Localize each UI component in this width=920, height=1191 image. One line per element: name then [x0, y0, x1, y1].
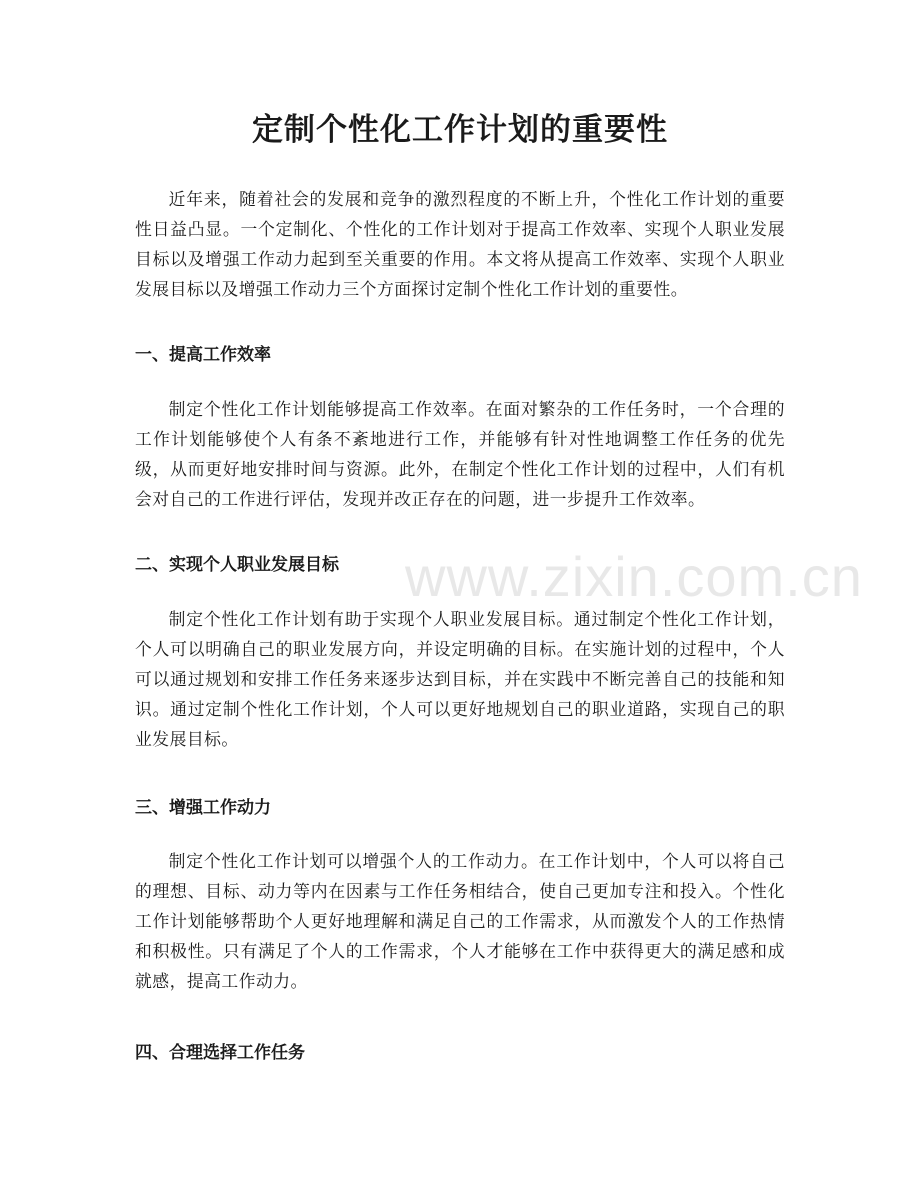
section-4-heading: 四、合理选择工作任务 — [135, 1043, 305, 1063]
section-2-heading: 二、实现个人职业发展目标 — [135, 555, 339, 575]
section-1-body: 制定个性化工作计划能够提高工作效率。在面对繁杂的工作任务时，一个合理的工作计划能够使个人有条不紊地进行工作，并能够有针对性地调整工作任务的优先级，从而更好地安排时间与资源。此外，在制定个性化工作计划的过程中，人们有机会对自己的工作进行评估，发现并改正存在的问题，进一步提升工作效率。 — [135, 399, 785, 509]
watermark-text: www.zixin.com.cn — [405, 545, 863, 608]
section-1-heading: 一、提高工作效率 — [135, 345, 271, 365]
section-3-heading: 三、增强工作动力 — [135, 798, 271, 818]
section-2-body: 制定个性化工作计划有助于实现个人职业发展目标。通过制定个性化工作计划，个人可以明确自己的职业发展方向，并设定明确的目标。在实施计划的过程中，个人可以通过规划和安排工作任务来逐步达到目标，并在实践中不断完善自己的技能和知识。通过定制个性化工作计划，个人可以更好地规划自己的职业道路，实现自己的职业发展目标。 — [135, 609, 785, 749]
section-3-body: 制定个性化工作计划可以增强个人的工作动力。在工作计划中，个人可以将自己的理想、目标、动力等内在因素与工作任务相结合，使自己更加专注和投入。个性化工作计划能够帮助个人更好地理解和满足自己的工作需求，从而激发个人的工作热情和积极性。只有满足了个人的工作需求，个人才能够在工作中获得更大的满足感和成就感，提高工作动力。 — [135, 851, 785, 991]
intro-paragraph: 近年来，随着社会的发展和竞争的激烈程度的不断上升，个性化工作计划的重要性日益凸显。一个定制化、个性化的工作计划对于提高工作效率、实现个人职业发展目标以及增强工作动力起到至关重要的作用。本文将从提高工作效率、实现个人职业发展目标以及增强工作动力三个方面探讨定制个性化工作计划的重要性。 — [135, 189, 785, 299]
document-title: 定制个性化工作计划的重要性 — [252, 112, 668, 148]
